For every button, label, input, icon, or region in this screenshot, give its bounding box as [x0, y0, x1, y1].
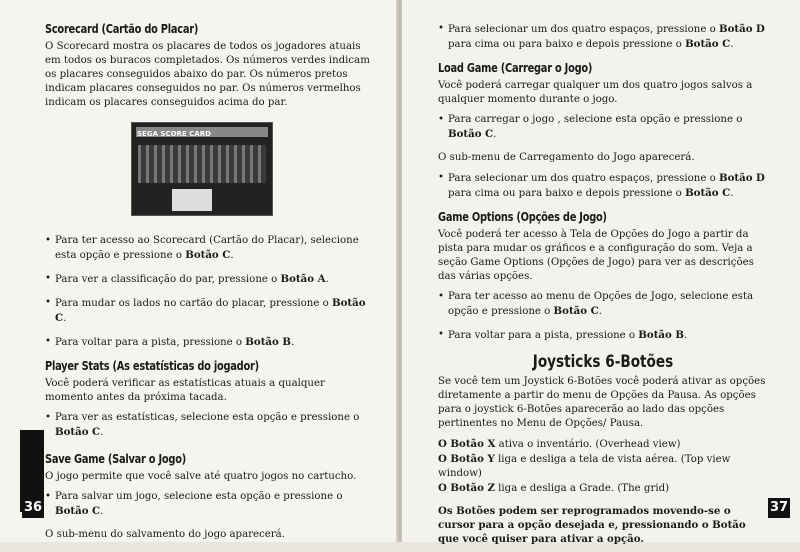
- save-game-heading: Save Game (Salvar o Jogo): [45, 452, 187, 466]
- player-stats-heading: Player Stats (As estatísticas do jogador): [45, 359, 259, 373]
- player-stats-paragraph: Você poderá verificar as estatísticas atuais a qualquer momento antes da próxima tacada.: [45, 378, 325, 403]
- text-run: para cima ou para baixo e depois pressione o: [448, 188, 686, 199]
- text-run: Para ter acesso ao menu de Opções de Jogo, selecione esta opção e pressione o: [448, 291, 754, 317]
- bullet-item: [45, 234, 370, 263]
- load-game-bullets-2: [438, 171, 768, 201]
- button-name: Botão A: [280, 273, 326, 285]
- text-run: .: [325, 274, 329, 285]
- text-run: Para selecionar um dos quatro espaços, pressione o: [448, 173, 719, 184]
- text-run: liga e desliga a tela de vista aérea. (Top view window): [438, 454, 731, 479]
- button-name: Botão C: [685, 38, 731, 50]
- text-run: .: [63, 313, 67, 324]
- button-name: Botão B: [638, 329, 684, 341]
- game-options-bullets: [438, 290, 768, 343]
- text-run: Para voltar para a pista, pressione o: [55, 337, 246, 348]
- bullet-item: [45, 490, 370, 519]
- bullet-item: [45, 335, 370, 350]
- button-name: Botão C: [685, 187, 731, 199]
- player-stats-bullets: [45, 411, 370, 440]
- text-run: para cima ou para baixo e depois pressione o: [448, 39, 686, 50]
- screenshot-brand: SEGA SCORE CARD: [137, 130, 211, 138]
- button-name: Botão C: [55, 505, 101, 517]
- left-page: [0, 0, 398, 542]
- screenshot-grid: [138, 145, 266, 183]
- button-name: Botão C: [55, 297, 366, 324]
- right-column: [438, 22, 768, 552]
- button-name: O Botão X: [438, 438, 496, 450]
- button-name: Botão C: [185, 249, 231, 261]
- text-run: .: [100, 506, 104, 517]
- button-name: Botão C: [553, 305, 599, 317]
- button-name: Botão D: [718, 23, 765, 35]
- text-run: Para ter acesso ao Scorecard (Cartão do Placar), selecione esta opção e pressione o: [55, 235, 359, 261]
- button-name: O Botão Y: [438, 453, 495, 465]
- left-column: [45, 14, 370, 548]
- bullet-item: [438, 113, 768, 142]
- joystick-line: [438, 437, 768, 452]
- joysticks-paragraph: Se você tem um Joystick 6-Botões você poderá ativar as opções diretamente a partir do menu de Opções da Pausa. As opções para o joystick 6-Botões aparecerão ao lado das opções pertinentes no Menu de Opções/ Pausa.: [438, 376, 766, 429]
- game-options-heading: Game Options (Opções de Jogo): [438, 210, 607, 224]
- load-game-paragraph: Você poderá carregar qualquer um dos quatro jogos salvos a qualquer momento durante o jogo.: [438, 80, 753, 105]
- save-game-paragraph: O jogo permite que você salve até quatro jogos no cartucho.: [45, 471, 357, 482]
- game-options-paragraph: Você poderá ter acesso à Tela de Opções do Jogo a partir da pista para mudar os gráficos e a configuração do som. Veja a seção Game Options (Opções de Jogo) para ver as descrições das várias opções.: [438, 229, 754, 282]
- bullet-item: [438, 328, 768, 343]
- text-run: .: [683, 330, 688, 341]
- text-run: Para voltar para a pista, pressione o: [448, 330, 639, 341]
- scorecard-screenshot: [131, 122, 273, 216]
- page-number-left: 36: [22, 498, 44, 518]
- joysticks-bold: Os Botões podem ser reprogramados movendo-se o cursor para a opção desejada e, pressionando o Botão que você quiser para ativar a opção.: [438, 505, 746, 545]
- text-run: Para selecionar um dos quatro espaços, pressione o: [448, 24, 719, 35]
- page-number-right: 37: [768, 498, 790, 518]
- text-run: Para ver a classificação do par, pressione o: [55, 274, 281, 285]
- joystick-line: [438, 452, 768, 481]
- bullet-item: [438, 290, 768, 319]
- joysticks-heading: Joysticks 6-Botões: [532, 352, 674, 372]
- text-run: .: [230, 250, 234, 261]
- text-run: .: [730, 39, 734, 50]
- screenshot-golfer: [172, 189, 212, 211]
- text-run: .: [493, 129, 497, 140]
- button-name: Botão B: [245, 336, 291, 348]
- joysticks-lines: [438, 437, 768, 496]
- text-run: ativa o inventário. (Overhead view): [495, 439, 681, 450]
- button-name: Botão C: [55, 426, 101, 438]
- load-game-after: O sub-menu de Carregamento do Jogo aparecerá.: [438, 152, 695, 163]
- text-run: Para mudar os lados no cartão do placar, pressione o: [55, 298, 332, 309]
- text-run: .: [730, 188, 734, 199]
- save-game-after: O sub-menu do salvamento do jogo aparecerá.: [45, 529, 285, 540]
- bullet-item: [438, 22, 768, 52]
- scorecard-paragraph: O Scorecard mostra os placares de todos os jogadores atuais em todos os buracos completados. Os números verdes indicam os placares conseguidos abaixo do par. Os números pretos indicam placares conseguidos no par. Os números vermelhos indicam os placares conseguidos acima do par.: [45, 41, 370, 108]
- text-run: Para carregar o jogo , selecione esta opção e pressione o: [448, 114, 743, 125]
- text-run: .: [100, 427, 104, 438]
- load-game-bullets: [438, 113, 768, 142]
- top-bullets: [438, 22, 768, 52]
- button-name: O Botão Z: [438, 482, 495, 494]
- scorecard-heading: Scorecard (Cartão do Placar): [45, 22, 199, 36]
- save-game-bullets: [45, 490, 370, 519]
- scorecard-bullets: [45, 234, 370, 350]
- bullet-item: [438, 171, 768, 201]
- right-page: [402, 0, 800, 545]
- button-name: Botão C: [448, 128, 494, 140]
- bullet-item: [45, 296, 370, 326]
- text-run: .: [598, 306, 602, 317]
- button-name: Botão D: [718, 172, 765, 184]
- text-run: .: [290, 337, 295, 348]
- text-run: Para salvar um jogo, selecione esta opção e pressione o: [55, 491, 343, 502]
- bullet-item: [45, 272, 370, 287]
- load-game-heading: Load Game (Carregar o Jogo): [438, 61, 593, 75]
- bullet-item: [45, 411, 370, 440]
- text-run: liga e desliga a Grade. (The grid): [494, 483, 670, 494]
- text-run: Para ver as estatísticas, selecione esta opção e pressione o: [55, 412, 360, 423]
- joystick-line: [438, 481, 768, 496]
